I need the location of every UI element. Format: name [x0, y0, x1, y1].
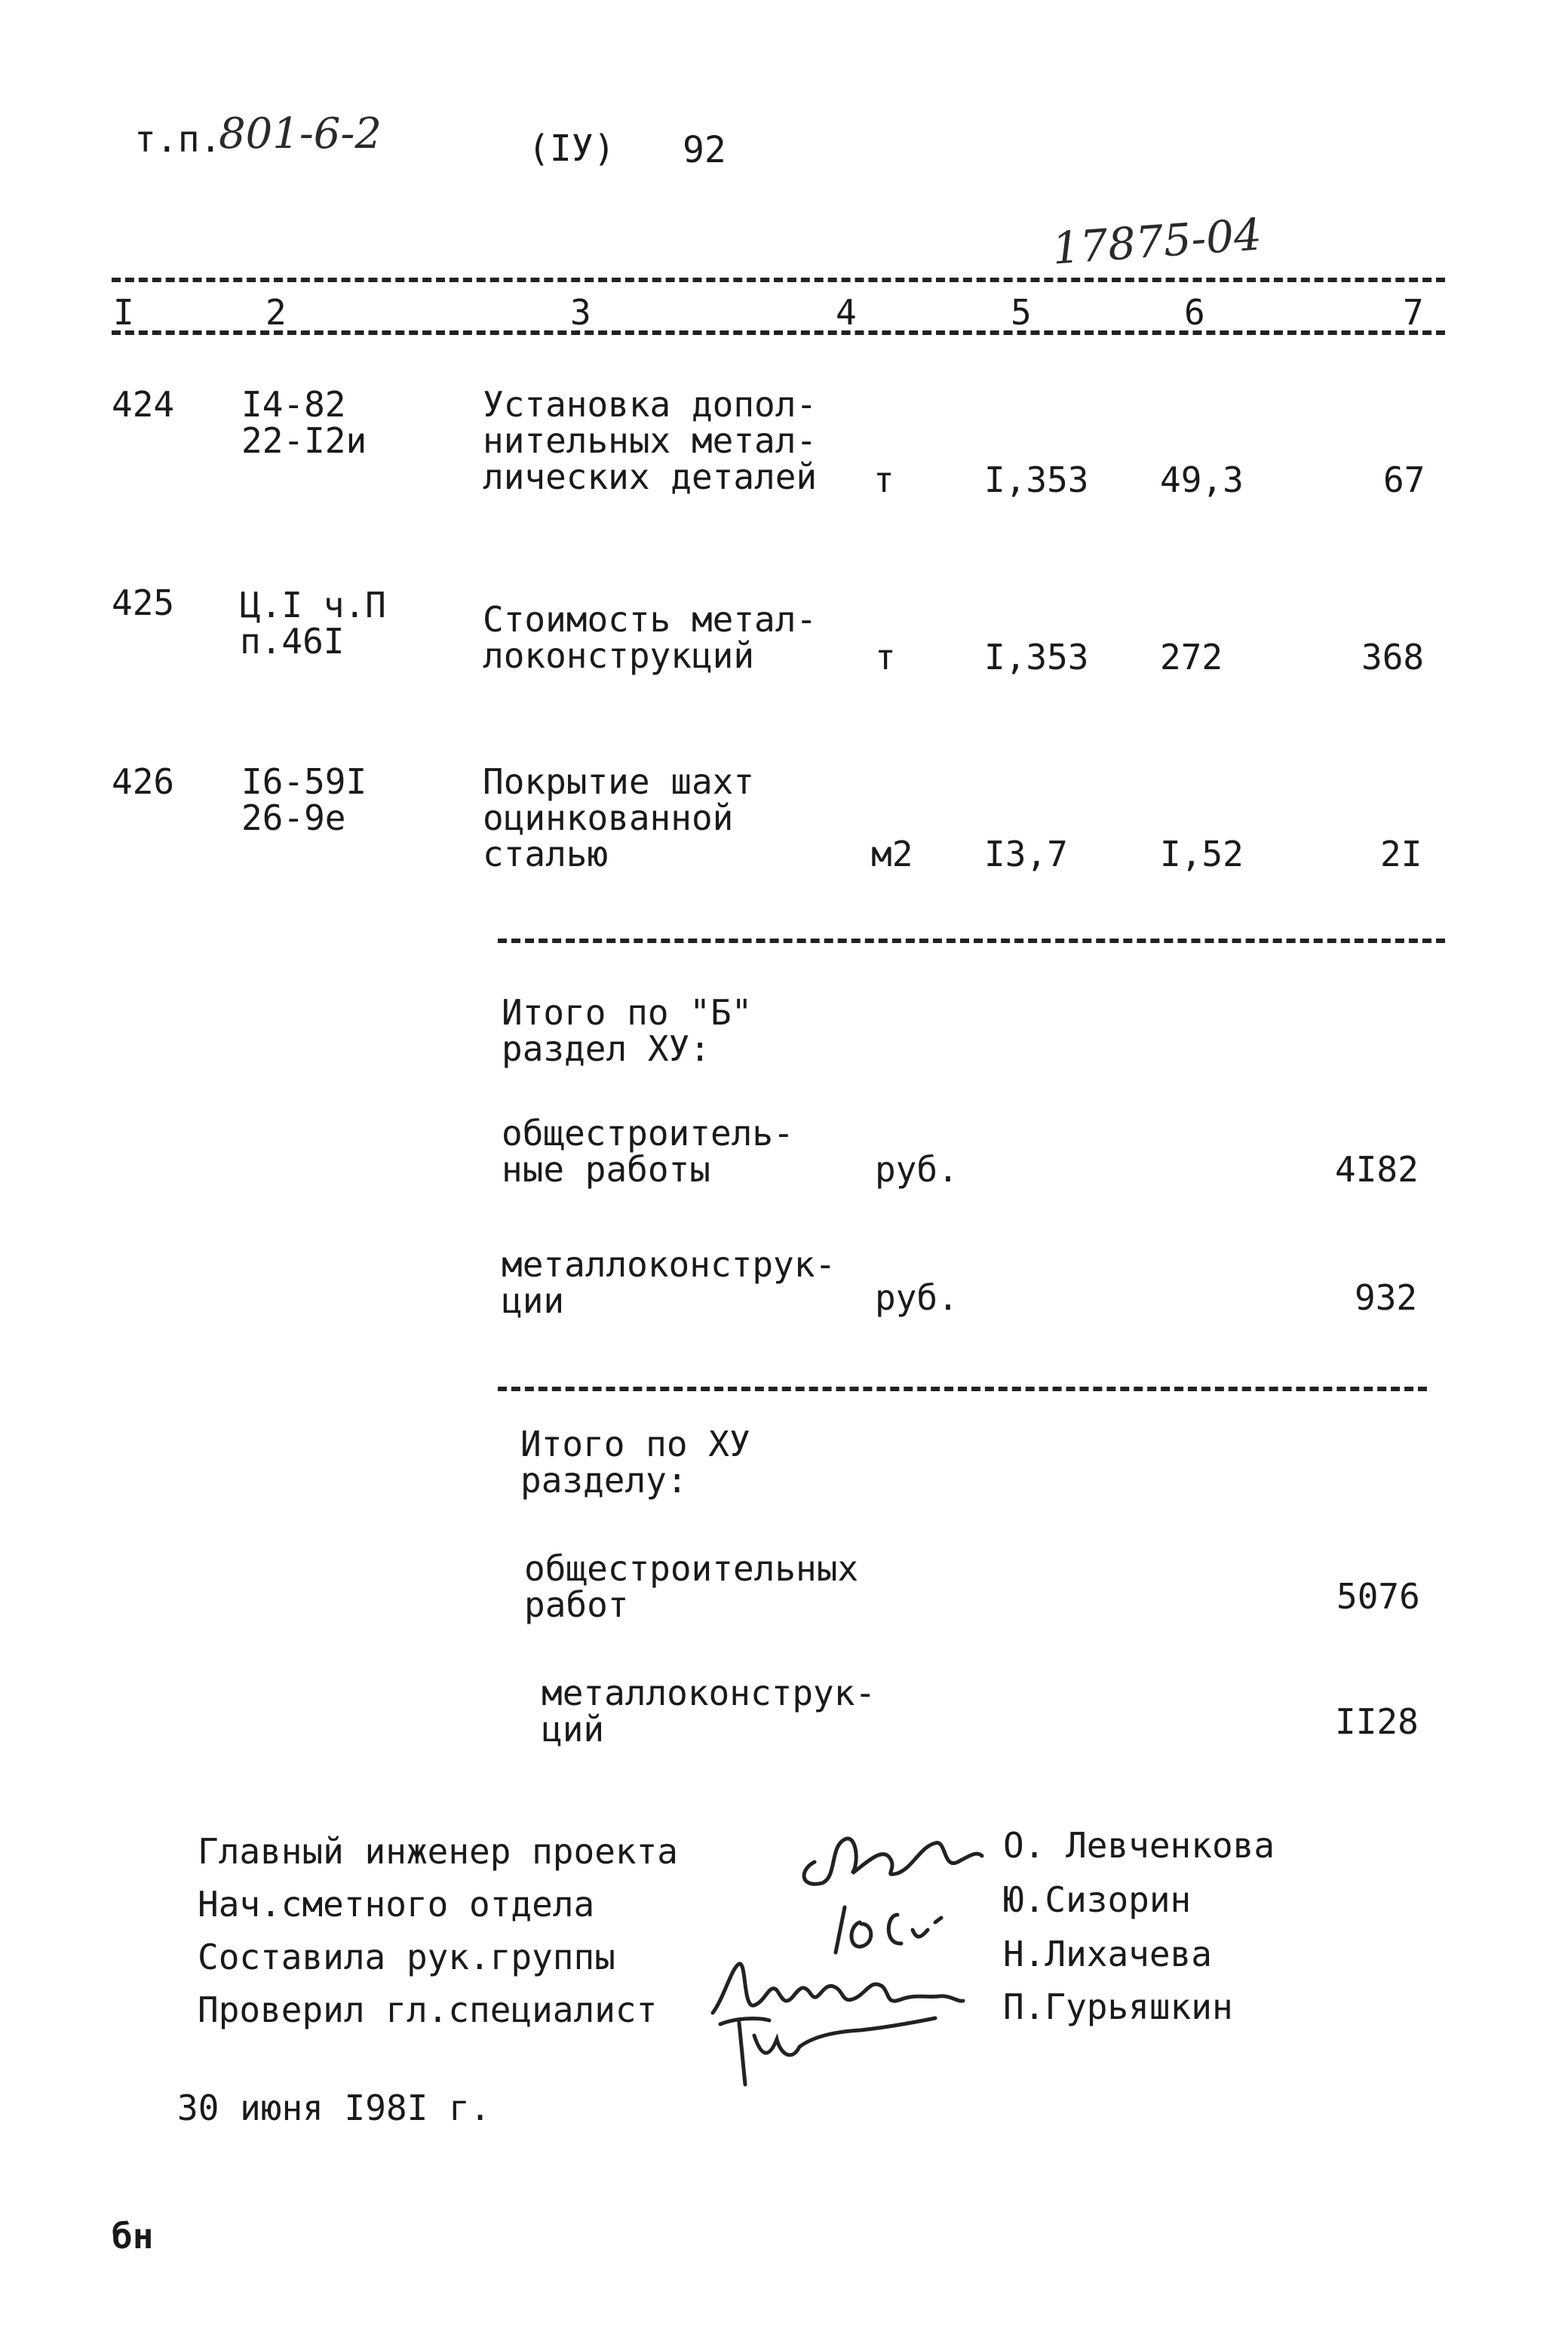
- total-item-value: 5076: [1336, 1576, 1420, 1617]
- signer-role: Проверил гл.специалист: [198, 1989, 658, 2030]
- subtotal-b-title: Итого по "Б" раздел XУ:: [502, 992, 753, 1069]
- subtotal-item-value: 4I82: [1335, 1149, 1419, 1190]
- col-5-header: 5: [1011, 292, 1032, 333]
- page-number: 92: [683, 129, 726, 171]
- total-item-value: II28: [1335, 1701, 1419, 1742]
- row-unit-price: I,52: [1160, 834, 1244, 874]
- row-number: 425: [112, 582, 175, 623]
- signer-name: О. Левченкова: [1003, 1825, 1275, 1866]
- doc-ref-handwritten: 801-6-2: [219, 109, 382, 158]
- doc-ref-printed: т.п.: [134, 118, 222, 161]
- col-4-header: 4: [836, 292, 857, 333]
- subtotal-item-value: 932: [1355, 1277, 1418, 1318]
- total-item-label: металлоконструк- ций: [542, 1673, 876, 1750]
- row-number: 424: [112, 384, 175, 425]
- document-date: 30 июня I98I г.: [177, 2088, 491, 2128]
- row-code: I4-82 22-I2и: [241, 384, 367, 461]
- subtotal-item-unit: руб.: [875, 1277, 959, 1318]
- signer-name: Н.Лихачева: [1003, 1934, 1212, 1974]
- col-7-header: 7: [1403, 292, 1424, 333]
- col-1-header: I: [113, 292, 134, 333]
- row-number: 426: [112, 761, 175, 802]
- col-6-header: 6: [1184, 292, 1205, 333]
- row-code: I6-59I 26-9е: [241, 761, 367, 838]
- row-code: Ц.I ч.П п.46I: [240, 585, 386, 662]
- col-2-header: 2: [265, 292, 287, 333]
- signer-role: Нач.сметного отдела: [198, 1884, 595, 1925]
- header-top-rule: [112, 278, 1445, 282]
- row-quantity: I3,7: [984, 834, 1068, 874]
- signer-role: Составила рук.группы: [198, 1937, 615, 1977]
- row-description: Установка допол- нительных метал- лических деталей: [483, 384, 818, 497]
- row-description: Стоимость метал- локонструкций: [483, 599, 818, 676]
- row-unit-price: 49,3: [1160, 459, 1244, 500]
- row-quantity: I,353: [984, 459, 1089, 500]
- row-unit: т: [875, 637, 896, 677]
- footer-mark: бн: [112, 2216, 154, 2257]
- inventory-number-handwritten: 17875-04: [1050, 208, 1263, 275]
- header-bottom-rule: [112, 330, 1445, 335]
- col-3-header: 3: [570, 292, 591, 333]
- subtotal-item-label: металлоконструк- ции: [502, 1244, 836, 1321]
- row-total: 2I: [1380, 834, 1422, 874]
- signer-name: П.Гурьяшкин: [1003, 1986, 1233, 2027]
- row-total: 67: [1383, 459, 1425, 500]
- total-item-label: общестроительных работ: [524, 1548, 859, 1625]
- section-label: (IУ): [528, 128, 615, 170]
- signer-name: Ю.Сизорин: [1003, 1879, 1192, 1920]
- row-description: Покрытие шахт оцинкованной сталью: [483, 761, 755, 874]
- subtotal-item-unit: руб.: [875, 1149, 959, 1190]
- row-total: 368: [1361, 637, 1425, 677]
- subtotal-rule: [498, 939, 1445, 943]
- row-quantity: I,353: [984, 637, 1089, 677]
- total-section-title: Итого по XУ разделу:: [520, 1424, 750, 1501]
- row-unit-price: 272: [1160, 637, 1223, 677]
- row-unit: т: [873, 459, 894, 500]
- handwritten-signature: [709, 1973, 950, 2121]
- row-unit: м2: [871, 834, 913, 874]
- total-rule: [498, 1387, 1427, 1391]
- subtotal-item-label: общестроитель- ные работы: [502, 1113, 794, 1190]
- signer-role: Главный инженер проекта: [198, 1831, 678, 1872]
